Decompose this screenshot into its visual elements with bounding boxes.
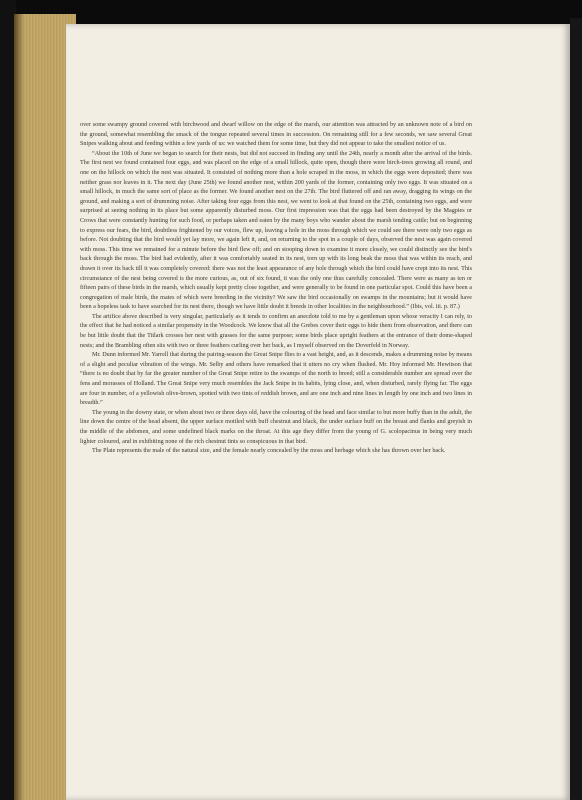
paragraph-4: Mr. Dunn informed Mr. Yarrell that during the pairing-season the Great Snipe flies to a vast height, and, as it descends, makes a drumming noise by means of a slight and peculiar vibration of the wings. Mr. Selby and others have remarked that it utters no cry when flushed. Mr. Hoy informed Mr. Hewitson that “there is no doubt that by far the greater number of the Great Snipe retire to the swamps of the north to breed; still a considerable number are spread over the fens and morasses of Holland. The Great Snipe very much resembles the Jack Snipe in its habits, lying close, and, when disturbed, rarely flying far. The eggs are four in number, of a yellowish olive-brown, spotted with two tints of reddish brown, and are one inch and nine lines in length by one inch and two lines in breadth.” xyxy=(80,352,472,407)
body-text xyxy=(80,121,472,457)
paragraph-3: The artifice above described is very singular, particularly as it tends to confirm an anecdote told to me by a gentleman upon whose veracity I can rely, to the effect that he had noticed a similar propensity in the Woodcock. We know that all the Grebes cover their eggs to hide them from observation, and there can be but little doubt that the Titlark crosses her nest with grasses for the same purpose; some birds place upright feathers at the entrance of their dome-shaped nests; and the Brambling often sits with two or three feathers curling over her back, as I myself observed on the Doverfeld in Norway. xyxy=(80,313,472,349)
paragraph-5: The young in the downy state, or when about two or three days old, have the colouring of the head and face similar to but more buffy than in the adult, the line down the centre of the head absent, the upper surface mottled with buff chestnut and black, the under surface buff on the breast and flanks and greyish in the middle of the abdomen, and some undefined black marks on the throat. At this age they differ from the young of G. scolopacinus in being very much lighter coloured, and in exhibiting none of the rich chestnut tints so conspicuous in that bird. xyxy=(80,409,472,445)
paragraph-1: over some swampy ground covered with birchwood and dwarf willow on the edge of the marsh, our attention was attracted by an unknown note of a bird on the ground, somewhat resembling the smack of the tongue repeated several times in succession. On remaining still for a few seconds, we saw several Great Snipes walking about and feeding within a few yards of us: we watched them for some time, but they did not appear to take the smallest notice of us. xyxy=(80,122,472,148)
dark-background-right xyxy=(570,18,582,800)
paragraph-6: The Plate represents the male of the natural size, and the female nearly concealed by the moss and herbage which she has thrown over her back. xyxy=(92,448,446,455)
paragraph-2: “About the 10th of June we began to search for their nests, but did not succeed in finding any until the 24th, nearly a month after the arrival of the birds. The first nest we found contained four eggs, and was placed on the edge of a small hillock, quite open, though there were birch-trees growing all round, and one on the hillock on which the nest was situated. It consisted of nothing more than a hole scraped in the moss, in which the eggs were deposited; there was neither grass nor leaves in it. The next day (June 25th) we found another nest, within 200 yards of the former, containing only two eggs. It was situated on a small hillock, in much the same sort of place as the former. We found another nest on the 27th. The bird fluttered off and ran away, dragging its wings on the ground, and making a sort of drumming noise. After taking four eggs from this nest, we went to look at that found on the 25th, containing two eggs, and were surprised at seeing nothing in its place but some apparently disturbed moss. Our first impression was that the eggs had been destroyed by the Magpies or Crows that were constantly hunting for such food, or perhaps taken and eaten by the many boys who wander about the marsh tending cattle; but on beginning to express our fears, the bird, doubtless frightened by our voices, flew up, leaving a hole in the moss through which we could see there were only two eggs as before. Not doubting that the bird would yet lay more, we again left it, and, on returning to the spot in a couple of days, observed the nest was again covered with moss. This time we remained for a minute before the bird flew off; and on stooping down to examine it more closely, we could distinctly see the bird's back through the moss. The bird had evidently, after it was comfortably seated in its nest, torn up with its long beak the moss that was within its reach, and drawn it over its back till it was completely covered: there was not the least appearance of any hole through which the bird could have crept into its nest. This circumstance of the nest being covered is the more curious, as, out of six found, it was the only one thus carefully concealed. There were as many as ten or fifteen pairs of these birds in the marsh, which usually kept pretty close together, and were generally to be found in one particular spot. Could this have been a congregation of male birds, the mates of which were breeding in the vicinity? We saw the bird occasionally on swamps in the mountains; but it would have been a hopeless task to have searched for its nest there, though we have little doubt it breeds in other localities in the neighbourhood.” (Ibis, vol. iii. p. 87.) xyxy=(80,150,472,311)
